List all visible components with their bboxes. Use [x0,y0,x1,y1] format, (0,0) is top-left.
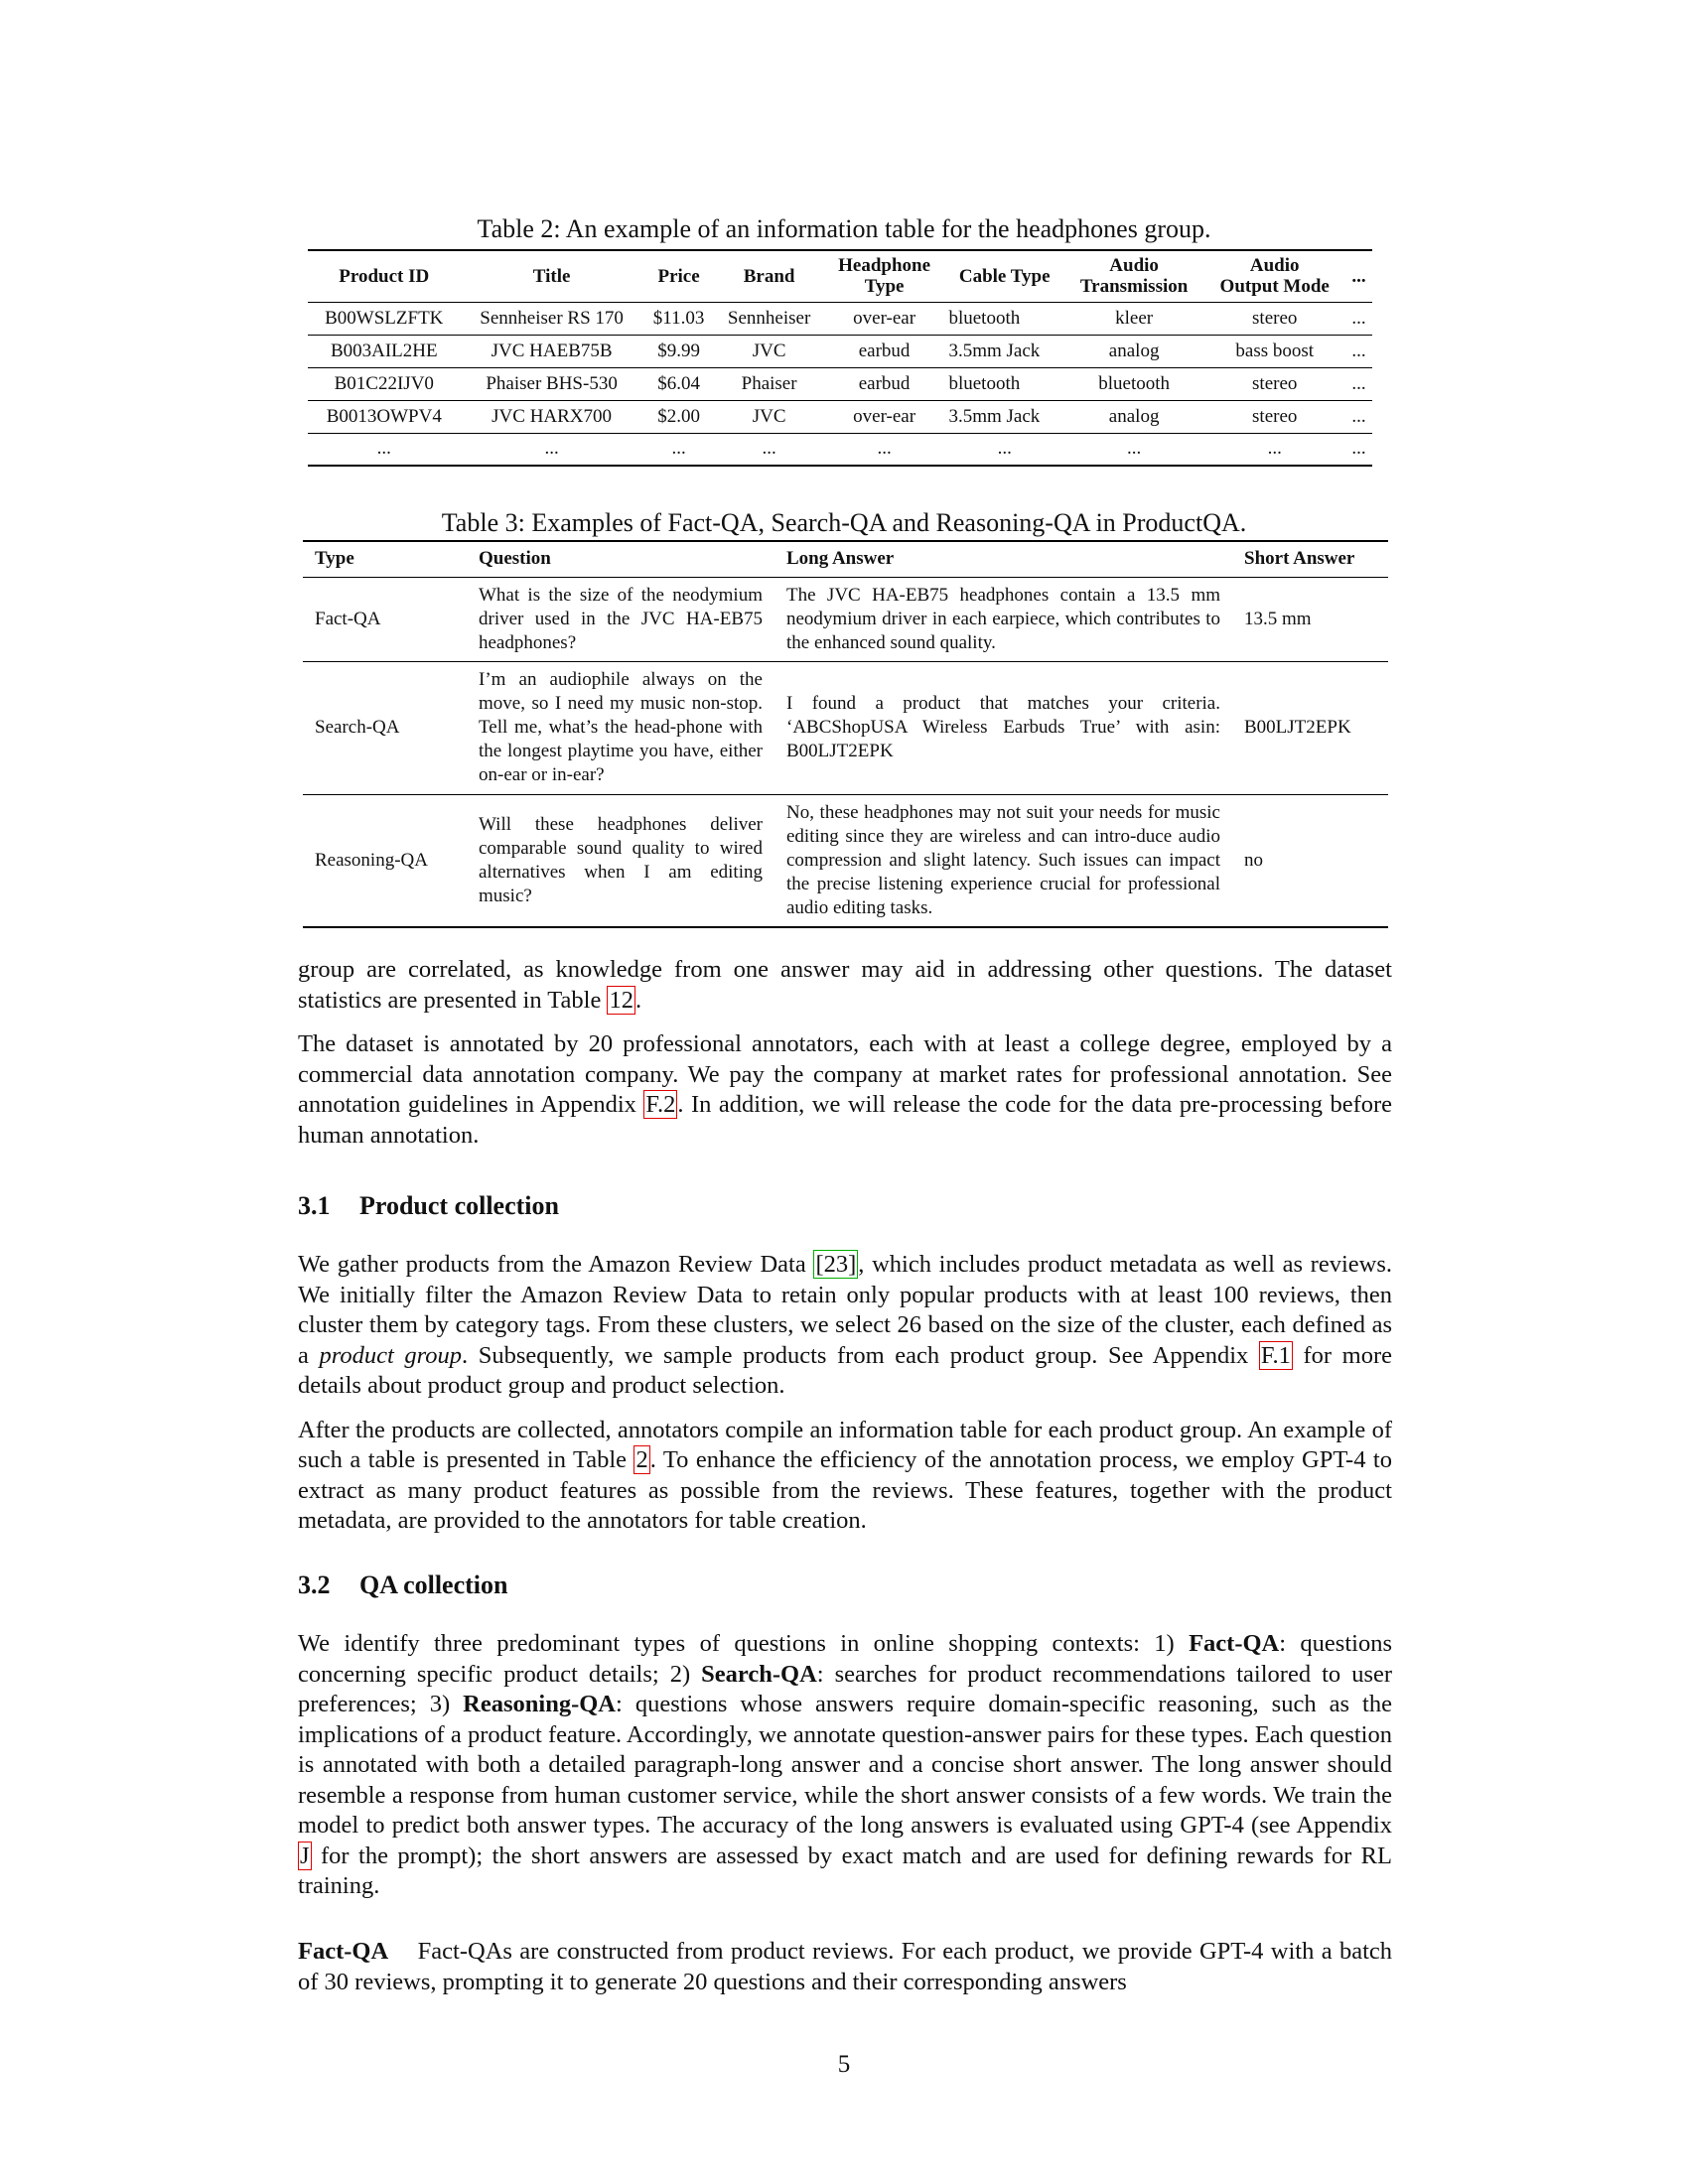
qa-short-answer: B00LJT2EPK [1244,717,1351,738]
table3-caption: Table 3: Examples of Fact-QA, Search-QA and Reasoning-QA in ProductQA. [441,508,1247,537]
table-cell: bluetooth [948,307,1021,329]
table-row [303,794,1388,927]
table-cell: ... [1351,340,1366,361]
table-cell: 3.5mm Jack [948,405,1041,427]
table2-information-table [308,249,1372,467]
table2-header-cable-type: Cable Type [958,265,1051,287]
table3-header-long-answer: Long Answer [786,548,895,570]
body-text-block-3 [298,1629,1392,1902]
table-cell: earbud [858,372,911,394]
section-number: 3.1 [298,1191,331,1220]
table2-header-headphone-type: Headphone Type [838,255,931,298]
appendix-ref-link[interactable]: F.1 [1260,1341,1291,1369]
table-cell: analog [1108,405,1160,427]
table-cell: stereo [1252,307,1298,329]
paragraph: We identify three predominant types of questions in online shopping contexts: 1) Fact-QA: questions concerning specific product details; 2) Search-QA: searches for product recommendations tailored to user preferences; 3) Reasoning-QA: questions whose answers require domain-specific reasoning, such as the implications of a product feature. Accordingly, we annotate question-answer pairs for these types. Each question is annotated with both a detailed paragraph-long answer and a concise short answer. The long answer should resemble a response from human customer service, while the short answer consists of a few words. We train the model to predict both answer types. The accuracy of the long answers is evaluated using GPT-4 (see Appendix J for the prompt); the short answers are assessed by exact match and are used for defining rewards for RL training. [298,1630,1393,1899]
section-title: QA collection [359,1570,508,1599]
table-cell: JVC [752,405,786,427]
paragraph: After the products are collected, annotators compile an information table for each product group. An example of such a table is presented in Table 2. To enhance the efficiency of the annotation process, we employ GPT-4 to extract as many product features as possible from the reviews. These features, together with the product metadata, are provided to the annotators for table creation. [298,1416,1392,1534]
table-cell: Sennheiser RS 170 [480,307,624,329]
body-text-block-1 [298,955,1392,1151]
table-cell: 3.5mm Jack [948,340,1041,361]
table-cell: over-ear [853,307,916,329]
table-cell: B01C22IJV0 [334,372,434,394]
table-cell: stereo [1252,405,1298,427]
page-number: 5 [837,2051,851,2078]
appendix-ref-link[interactable]: F.2 [645,1091,676,1118]
section-number: 3.2 [298,1570,331,1599]
paragraph: The dataset is annotated by 20 professional annotators, each with at least a college degree, employed by a commercial data annotation company. We pay the company at market rates for professional annotation. See annotation guidelines in Appendix F.2. In addition, we will release the code for the data pre-processing before human annotation. [298,1030,1393,1149]
table-cell: ... [1351,372,1366,394]
table3-header-row [303,541,1388,577]
table-cell: bluetooth [1098,372,1171,394]
table3-header-short-answer: Short Answer [1244,548,1355,570]
qa-type: Reasoning-QA [315,849,428,871]
qa-short-answer: 13.5 mm [1244,608,1312,629]
table2-header-audio-output-mode: Audio Output Mode [1219,255,1330,298]
table3-header-question: Question [479,548,551,570]
table-cell: ... [877,438,892,460]
qa-type: Search-QA [315,717,400,738]
table-cell: B00WSLZFTK [325,307,444,329]
paragraph: Fact-QA Fact-QAs are constructed from product reviews. For each product, we provide GPT-4 with a batch of 30 reviews, prompting it to generate 20 questions and their corresponding answers [298,1938,1392,1995]
paragraph-heading: Fact-QA [298,1938,389,1965]
table-cell: JVC HARX700 [492,405,613,427]
qa-question: Will these headphones deliver comparable sound quality to wired alternatives when I am editing music? [479,813,763,906]
section-heading-3-2 [298,1570,507,1600]
appendix-ref-link[interactable]: J [300,1842,310,1869]
table2-header-title: Title [532,265,571,287]
table-row [308,302,1372,335]
table-row [308,400,1372,433]
table3-qa-examples [303,540,1388,928]
qa-question: What is the size of the neodymium driver used in the JVC HA-EB75 headphones? [479,584,763,653]
qa-question: I’m an audiophile always on the move, so I need my music non-stop. Tell me, what’s the head-phone with the longest playtime you have, either on-ear or in-ear? [479,669,763,785]
table-row [308,335,1372,367]
body-text-block-4 [298,1937,1392,1997]
section-heading-3-1 [298,1191,559,1221]
table-ref-link[interactable]: 2 [635,1446,648,1473]
table-cell: B0013OWPV4 [326,405,442,427]
table2-header-row [308,250,1372,302]
qa-short-answer: no [1244,849,1263,871]
table-cell: stereo [1252,372,1298,394]
table-cell: over-ear [853,405,916,427]
table-row [308,367,1372,400]
section-title: Product collection [359,1191,559,1220]
table-cell: kleer [1115,307,1154,329]
table-cell: ... [1351,405,1366,427]
table-cell: $11.03 [652,307,705,329]
table3-header-type: Type [315,548,354,570]
table-cell: $6.04 [657,372,700,394]
table-cell: $2.00 [657,405,700,427]
table-cell: ... [997,438,1012,460]
qa-long-answer: No, these headphones may not suit your needs for music editing since they are wireless and can intro-duce audio compression and slight latency. Such issues can impact the precise listening experience crucial for professional audio editing tasks. [786,801,1220,918]
table-cell: Sennheiser [727,307,811,329]
table-cell: ... [544,438,559,460]
table-cell: analog [1108,340,1160,361]
qa-long-answer: The JVC HA-EB75 headphones contain a 13.5 mm neodymium driver in each earpiece, which contributes to the enhanced sound quality. [786,584,1220,653]
table2-header-more: ... [1351,265,1366,287]
table-cell: JVC HAEB75B [491,340,613,361]
table-row [308,433,1372,466]
citation-link[interactable]: [23] [815,1251,857,1278]
table-cell: Phaiser [741,372,797,394]
table-cell: ... [762,438,776,460]
table-cell: bass boost [1235,340,1315,361]
table2-caption: Table 2: An example of an information table for the headphones group. [477,214,1211,243]
paragraph: group are correlated, as knowledge from one answer may aid in addressing other questions. The dataset statistics are presented in Table 12. [298,956,1392,1014]
table-cell: earbud [858,340,911,361]
table-ref-link[interactable]: 12 [609,986,633,1014]
table-cell: bluetooth [948,372,1021,394]
table-row [303,661,1388,794]
table-cell: ... [376,438,391,460]
table2-header-price: Price [657,265,700,287]
qa-long-answer: I found a product that matches your criteria. ‘ABCShopUSA Wireless Earbuds True’ with asin: B00LJT2EPK [786,693,1220,761]
table-row [303,577,1388,661]
table-cell: JVC [752,340,786,361]
table2-header-audio-transmission: Audio Transmission [1079,255,1189,298]
body-text-block-2 [298,1250,1392,1537]
qa-type: Fact-QA [315,608,381,629]
table-cell: Phaiser BHS-530 [486,372,618,394]
table2-header-brand: Brand [743,265,795,287]
table-cell: ... [1351,438,1366,460]
paragraph: We gather products from the Amazon Review Data [23], which includes product metadata as well as reviews. We initially filter the Amazon Review Data to retain only popular products with at least 100 reviews, then cluster them by category tags. From these clusters, we select 26 based on the size of the cluster, each defined as a product group. Subsequently, we sample products from each product group. See Appendix F.1 for more details about product group and product selection. [298,1251,1393,1399]
table2-header-product-id: Product ID [339,265,430,287]
table-cell: ... [1351,307,1366,329]
table-cell: $9.99 [657,340,700,361]
table-cell: B003AIL2HE [330,340,438,361]
table-cell: ... [671,438,686,460]
table-cell: ... [1127,438,1142,460]
table-cell: ... [1267,438,1282,460]
